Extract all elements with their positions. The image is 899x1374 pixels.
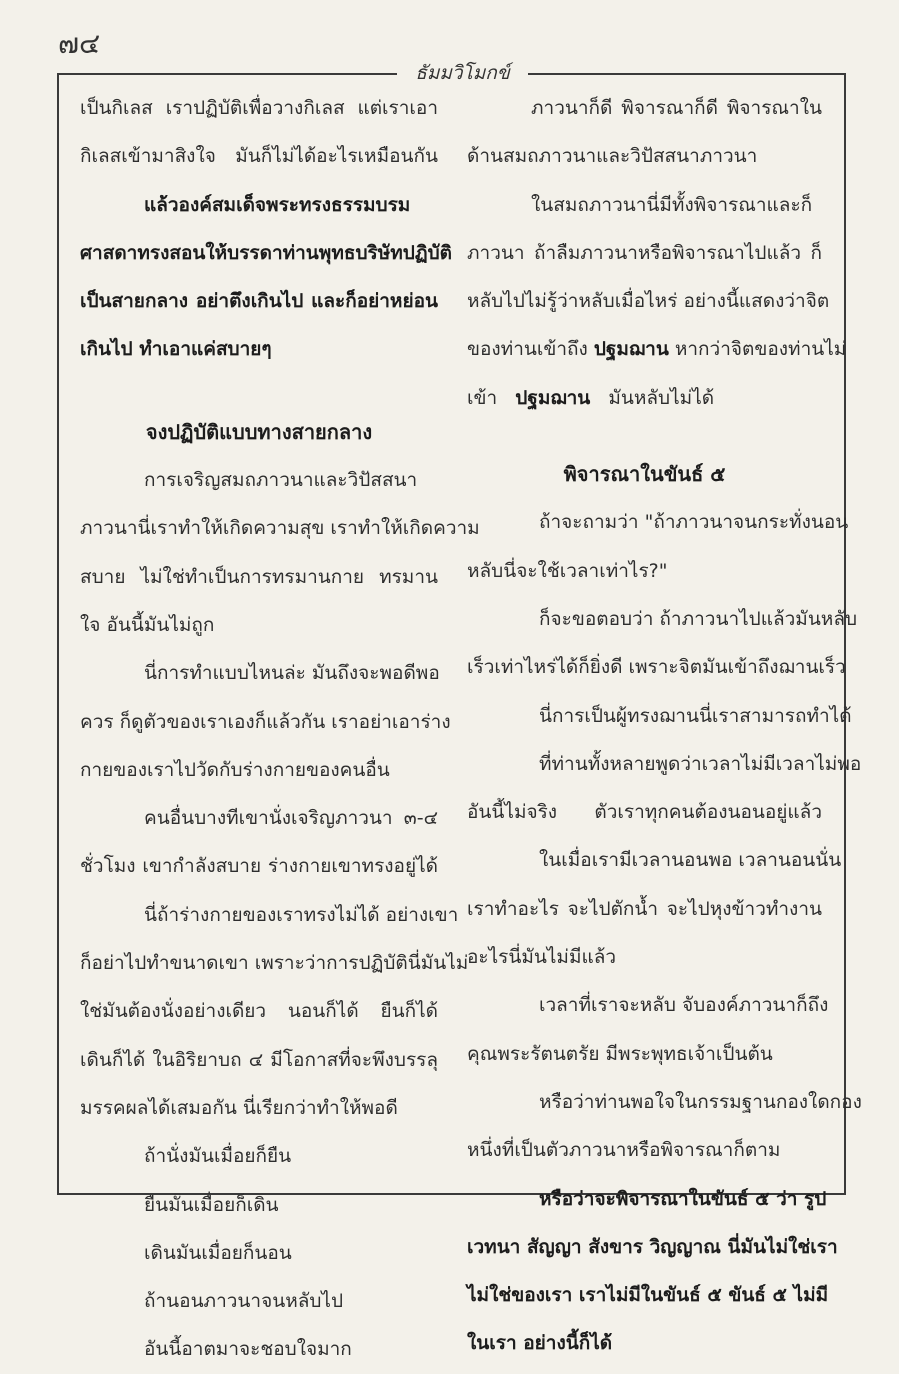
- text-line-bold: หรือว่าจะพิจารณาในขันธ์ ๕ ว่า รูป: [539, 1187, 827, 1210]
- text-line: ที่ท่านทั้งหลายพูดว่าเวลาไม่มีเวลาไม่พอ: [539, 752, 862, 775]
- text-line: ชั่วโมง เขากำลังสบาย ร่างกายเขาทรงอยู่ได้: [80, 855, 438, 878]
- text-line: หลับนี่จะใช้เวลาเท่าไร?": [467, 559, 668, 582]
- text-fragment: ของท่านเข้าถึง: [467, 338, 588, 361]
- text-line: ถ้านั่งมันเมื่อยก็ยืน: [144, 1145, 292, 1168]
- text-line: หนึ่งที่เป็นตัวภาวนาหรือพิจารณาก็ตาม: [467, 1139, 781, 1162]
- page-number: ๗๔: [58, 27, 101, 60]
- text-line: ใช่มันต้องนั่งอย่างเดียว นอนก็ได้ ยืนก็ได้: [80, 1000, 438, 1023]
- text-fragment: มันหลับไม่ได้: [608, 386, 715, 409]
- text-line: เวลาที่เราจะหลับ จับองค์ภาวนาก็ถึง: [539, 994, 829, 1017]
- text-line: เดินก็ได้ ในอิริยาบถ ๔ มีโอกาสที่จะพึงบรรลุ: [80, 1048, 438, 1071]
- text-line: เป็นกิเลส เราปฏิบัติเพื่อวางกิเลส แต่เราเอา: [80, 97, 438, 119]
- text-line: ภาวนา ถ้าลืมภาวนาหรือพิจารณาไปแล้ว ก็: [467, 241, 822, 264]
- text-line: มรรคผลได้เสมอกัน นี่เรียกว่าทำให้พอดี: [80, 1096, 398, 1119]
- text-line: ยืนมันเมื่อยก็เดิน: [144, 1193, 279, 1216]
- term-pathama-jhana: ปฐมฌาน: [593, 338, 669, 361]
- text-line: อันนี้ไม่จริง ตัวเราทุกคนต้องนอนอยู่แล้ว: [467, 801, 822, 824]
- text-line: หลับไปไม่รู้ว่าหลับเมื่อไหร่ อย่างนี้แสดงว่าจิต: [467, 290, 830, 313]
- frame-top-right-rule: [528, 73, 844, 75]
- text-line: ก็อย่าไปทำขนาดเขา เพราะว่าการปฏิบัตินี่มันไม่: [80, 952, 469, 975]
- text-line: ในเมื่อเรามีเวลานอนพอ เวลานอนนั่น: [539, 849, 842, 872]
- text-line: การเจริญสมถภาวนาและวิปัสสนา: [144, 469, 418, 492]
- text-line: ถ้านอนภาวนาจนหลับไป: [144, 1290, 344, 1313]
- text-line: เดินมันเมื่อยก็นอน: [144, 1241, 292, 1264]
- text-line: ใจ อันนี้มันไม่ถูก: [80, 613, 215, 636]
- spacer: [467, 422, 822, 450]
- text-line-bold: เวทนา สัญญา สังขาร วิญญาณ นี่มันไม่ใช่เรา: [467, 1235, 838, 1258]
- text-line: คนอื่นบางทีเขานั่งเจริญภาวนา ๓-๔: [144, 807, 438, 830]
- term-pathama-jhana: ปฐมฌาน: [515, 386, 591, 409]
- text-line: สบาย ไม่ใช่ทำเป็นการทรมานกาย ทรมาน: [80, 565, 438, 588]
- text-line: เราทำอะไร จะไปตักน้ำ จะไปหุงข้าวทำงาน: [467, 897, 822, 920]
- text-line: ก็จะขอตอบว่า ถ้าภาวนาไปแล้วมันหลับ: [539, 607, 858, 630]
- text-line: อันนี้อาตมาจะชอบใจมาก: [144, 1338, 352, 1361]
- spacer: [80, 374, 438, 408]
- text-line: ภาวนาก็ดี พิจารณาก็ดี พิจารณาใน: [531, 97, 822, 119]
- section-heading: จงปฏิบัติแบบทางสายกลาง: [145, 419, 373, 444]
- text-line-bold: ในเรา อย่างนี้ก็ได้: [467, 1332, 613, 1355]
- text-line: คุณพระรัตนตรัย มีพระพุทธเจ้าเป็นต้น: [467, 1042, 773, 1065]
- text-line-bold: เป็นสายกลาง อย่าตึงเกินไป และก็อย่าหย่อน: [80, 290, 438, 313]
- text-line: ถ้าจะถามว่า "ถ้าภาวนาจนกระทั่งนอน: [539, 511, 849, 534]
- text-line-bold: เกินไป ทำเอาแค่สบายๆ: [80, 338, 272, 361]
- frame-top-left-rule: [57, 73, 397, 75]
- text-line-bold: แล้วองค์สมเด็จพระทรงธรรมบรม: [144, 193, 411, 216]
- text-line: กิเลสเข้ามาสิงใจ มันก็ไม่ได้อะไรเหมือนกัน: [80, 145, 438, 168]
- text-line: ด้านสมถภาวนาและวิปัสสนาภาวนา: [467, 145, 758, 168]
- text-fragment: หากว่าจิตของท่านไม่: [674, 338, 847, 361]
- text-line: นี่การเป็นผู้ทรงฌานนี่เราสามารถทำได้: [539, 704, 852, 727]
- running-header: ธัมมวิโมกข์: [415, 62, 510, 84]
- text-line-bold: ไม่ใช่ของเรา เราไม่มีในขันธ์ ๕ ขันธ์ ๕ ไม่มี: [467, 1284, 829, 1307]
- text-line: อะไรนี่มันไม่มีแล้ว: [467, 946, 617, 969]
- text-line: นี่ถ้าร่างกายของเราทรงไม่ได้ อย่างเขา: [144, 903, 459, 926]
- text-fragment: เข้า: [467, 386, 498, 409]
- text-line: เร็วเท่าไหร่ได้ก็ยิ่งดี เพราะจิตมันเข้าถึงฌานเร็ว: [467, 656, 846, 679]
- text-line: [467, 374, 822, 422]
- section-heading: พิจารณาในขันธ์ ๕: [563, 462, 726, 487]
- text-line: ในสมถภาวนานี่มีทั้งพิจารณาและก็: [531, 193, 813, 216]
- text-line: นี่การทำแบบไหนล่ะ มันถึงจะพอดีพอ: [144, 662, 440, 685]
- text-line-bold: ศาสดาทรงสอนให้บรรดาท่านพุทธบริษัทปฏิบัติ: [80, 241, 452, 264]
- text-line: ควร ก็ดูตัวของเราเองก็แล้วกัน เราอย่าเอาร่าง: [80, 710, 451, 733]
- text-line: กายของเราไปวัดกับร่างกายของคนอื่น: [80, 758, 390, 781]
- right-column: [467, 84, 862, 1368]
- text-line: หรือว่าท่านพอใจในกรรมฐานกองใดกอง: [539, 1090, 862, 1113]
- text-line: ภาวนานี่เราทำให้เกิดความสุข เราทำให้เกิดความ: [80, 517, 480, 540]
- text-line: [467, 325, 847, 373]
- left-column: [80, 84, 480, 1374]
